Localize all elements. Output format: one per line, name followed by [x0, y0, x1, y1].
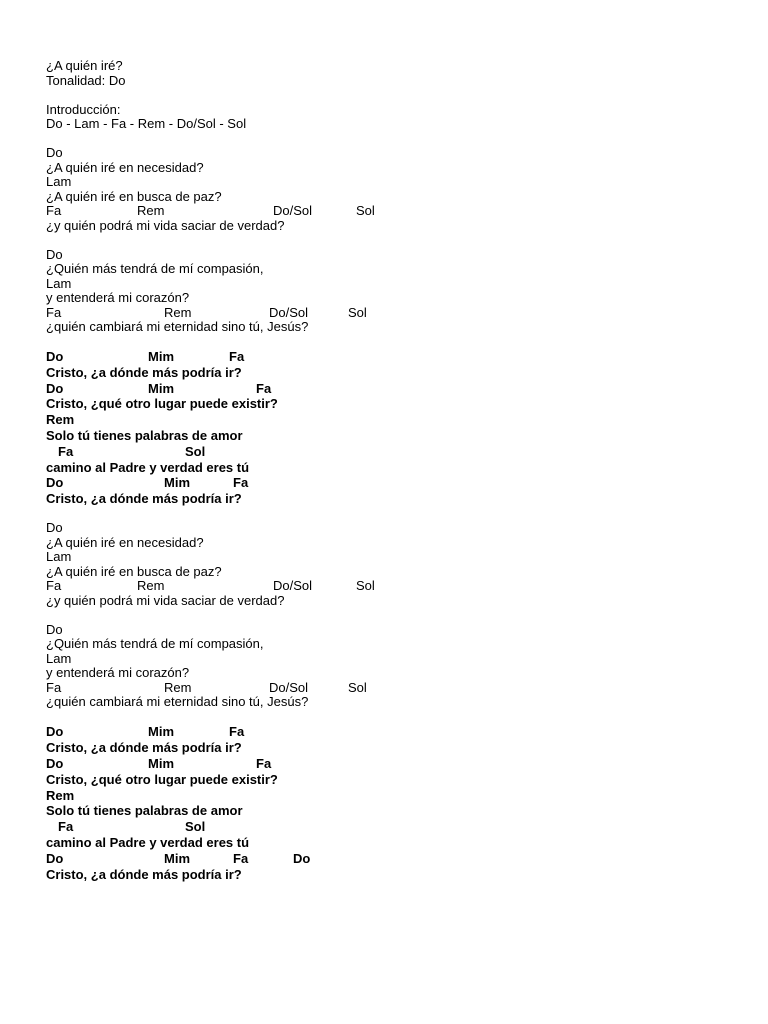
- intro-label: Introducción:: [46, 101, 121, 117]
- chord: Rem: [137, 578, 165, 594]
- lyric-line: Solo tú tienes palabras de amor: [46, 427, 243, 443]
- chord: Rem: [164, 304, 192, 320]
- chord-line: Lam: [46, 275, 72, 291]
- chord-line: [46, 681, 748, 696]
- lyric-line: camino al Padre y verdad eres tú: [46, 459, 250, 475]
- lyric-line: ¿quién cambiará mi eternidad sino tú, Jesús?: [46, 319, 309, 334]
- chord: Do/Sol: [273, 578, 313, 594]
- lyric-line: Cristo, ¿a dónde más podría ir?: [46, 364, 242, 380]
- chord: Fa: [229, 349, 245, 364]
- lyric-line: ¿y quién podrá mi vida saciar de verdad?: [46, 592, 285, 608]
- chord-line: Do: [46, 621, 63, 637]
- chord: Do/Sol: [269, 304, 309, 320]
- chord: Do/Sol: [269, 679, 309, 695]
- chord: Sol: [348, 679, 367, 695]
- chord: Sol: [348, 304, 367, 320]
- lyric-line: ¿y quién podrá mi vida saciar de verdad?: [46, 217, 285, 233]
- chord: Fa: [233, 850, 249, 866]
- intro-chords: Do - Lam - Fa - Rem - Do/Sol - Sol: [46, 116, 247, 131]
- chord: Fa: [256, 380, 272, 396]
- chord: Do: [46, 756, 64, 772]
- chord: Fa: [46, 304, 62, 320]
- chord-line: [46, 756, 748, 772]
- chord: Do: [46, 850, 64, 866]
- lyric-line: Cristo, ¿qué otro lugar puede existir?: [46, 771, 278, 787]
- chord: Do: [293, 850, 311, 866]
- chord: Do: [46, 724, 64, 740]
- chord-line: [46, 475, 748, 491]
- chord: Mim: [148, 349, 174, 364]
- chord: Sol: [185, 819, 206, 835]
- chord-line: Do: [46, 145, 63, 160]
- lyric-line: Cristo, ¿a dónde más podría ir?: [46, 491, 242, 507]
- chord: Mim: [148, 756, 174, 772]
- intro-section: [46, 103, 748, 132]
- chord: Mim: [164, 850, 190, 866]
- lyric-line: ¿quién cambiará mi eternidad sino tú, Jesús?: [46, 694, 309, 710]
- chord: Fa: [233, 475, 249, 491]
- song-key: Tonalidad: Do: [46, 72, 126, 88]
- chord: Fa: [58, 443, 74, 459]
- chord: Do: [46, 475, 64, 491]
- chord: Sol: [185, 443, 206, 459]
- chord-line: [46, 724, 748, 740]
- chord: Fa: [229, 724, 245, 740]
- song-header: [46, 59, 748, 88]
- lyric-line: ¿A quién iré en necesidad?: [46, 534, 204, 550]
- chord: Do/Sol: [273, 203, 313, 218]
- chord-line: [46, 444, 748, 460]
- lyric-line: camino al Padre y verdad eres tú: [46, 835, 250, 851]
- chord: Rem: [164, 679, 192, 695]
- chord: Mim: [148, 380, 174, 396]
- chord: Mim: [164, 475, 190, 491]
- lyric-line: y entenderá mi corazón?: [46, 290, 190, 305]
- verse-2: [46, 248, 748, 335]
- chord-line: Lam: [46, 650, 72, 666]
- chord: Rem: [137, 203, 165, 218]
- lyrics-sheet: [46, 59, 748, 882]
- lyric-line: Solo tú tienes palabras de amor: [46, 803, 243, 819]
- chord: Fa: [58, 819, 74, 835]
- lyric-line: Cristo, ¿qué otro lugar puede existir?: [46, 396, 278, 412]
- chord-line: Rem: [46, 412, 75, 428]
- chord-line: Lam: [46, 174, 72, 189]
- chord-line: [46, 579, 748, 594]
- chord: Fa: [46, 203, 62, 218]
- chord-line: Lam: [46, 549, 72, 565]
- verse-3: [46, 521, 748, 608]
- chord: Sol: [356, 578, 375, 594]
- lyric-line: ¿A quién iré en busca de paz?: [46, 563, 222, 579]
- chord-line: Rem: [46, 787, 75, 803]
- chord: Sol: [356, 203, 375, 218]
- chord-line: Do: [46, 520, 63, 536]
- chorus-2: [46, 724, 748, 882]
- chord-line: [46, 819, 748, 835]
- lyric-line: ¿A quién iré en necesidad?: [46, 159, 204, 175]
- chorus-1: [46, 349, 748, 507]
- chord: Fa: [256, 756, 272, 772]
- chord: Do: [46, 349, 64, 364]
- verse-1: [46, 146, 748, 233]
- chord-line: [46, 851, 748, 867]
- chord-line: [46, 349, 748, 365]
- lyric-line: Cristo, ¿a dónde más podría ir?: [46, 740, 242, 756]
- chord-line: [46, 381, 748, 397]
- lyric-line: Cristo, ¿a dónde más podría ir?: [46, 866, 242, 882]
- chord: Mim: [148, 724, 174, 740]
- song-title: ¿A quién iré?: [46, 58, 123, 73]
- verse-4: [46, 623, 748, 710]
- lyric-line: y entenderá mi corazón?: [46, 665, 190, 681]
- chord: Do: [46, 380, 64, 396]
- chord-line: [46, 306, 748, 321]
- lyric-line: ¿A quién iré en busca de paz?: [46, 188, 222, 204]
- chord: Fa: [46, 578, 62, 594]
- lyric-line: ¿Quién más tendrá de mí compasión,: [46, 261, 264, 276]
- lyric-line: ¿Quién más tendrá de mí compasión,: [46, 636, 264, 652]
- chord-line: [46, 204, 748, 219]
- chord: Fa: [46, 679, 62, 695]
- chord-line: Do: [46, 246, 63, 262]
